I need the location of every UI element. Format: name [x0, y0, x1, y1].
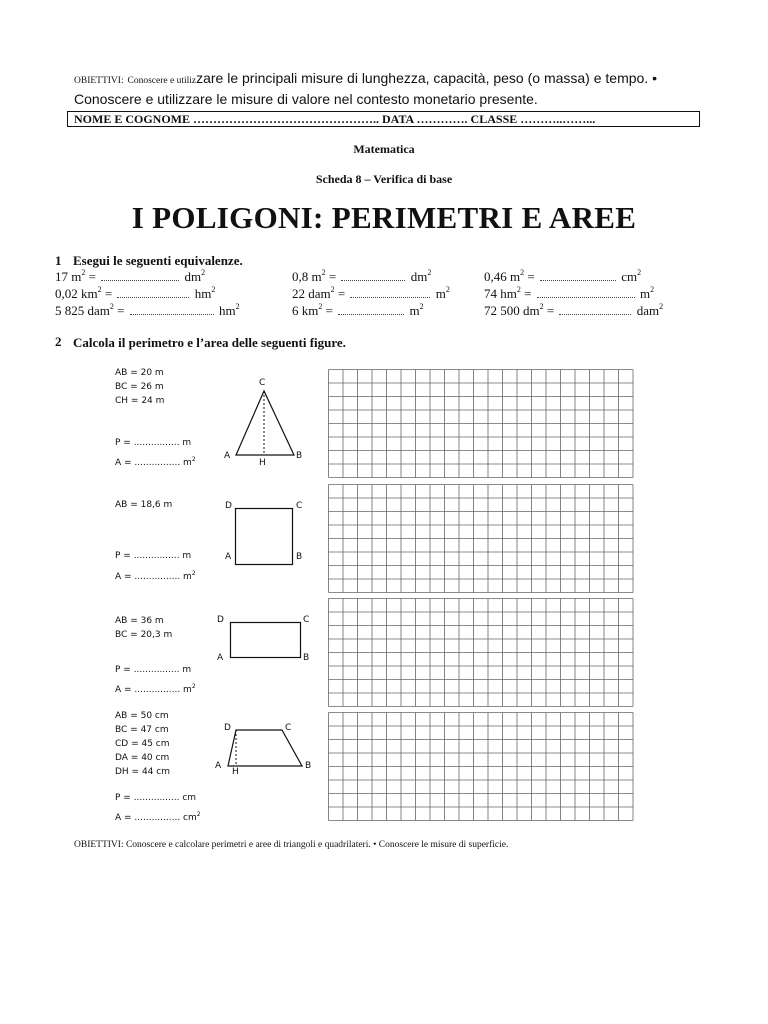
answer-blank[interactable] [117, 289, 189, 298]
answer-blank[interactable] [130, 306, 214, 315]
point-label: A [224, 451, 231, 461]
answer-blank[interactable] [341, 272, 405, 281]
point-label: D [217, 615, 224, 625]
answer-blank[interactable] [101, 272, 179, 281]
figure-4-area: A = ................ $cm^2$ [115, 811, 201, 823]
squared-grid-4[interactable] [328, 712, 634, 821]
point-label: C [285, 723, 292, 733]
question-2-text: Calcola il perimetro e l’area delle seguenti figure. [73, 335, 346, 350]
question-1-text: Esegui le seguenti equivalenze. [73, 253, 243, 268]
question-2-number: 2 [55, 334, 62, 349]
point-label: A [225, 552, 232, 562]
objectives-line-1: OBIETTIVI: Conoscere e utilizzare le principali misure di lunghezza, capacità, peso (o massa) e tempo. • [74, 70, 657, 86]
point-label: H [232, 767, 239, 777]
answer-blank[interactable] [338, 306, 404, 315]
equivalence-item[interactable]: 17 $m^2 = dm^2$ [55, 268, 206, 284]
squared-grid-3[interactable] [328, 598, 634, 707]
equivalence-item[interactable]: 0,46 $m^2 = cm^2$ [484, 268, 642, 284]
figure-4-data: AB = 50 cm BC = 47 cm CD = 45 cm DA = 40 cm DH = 44 cm [115, 711, 170, 777]
equivalence-item[interactable]: 22 $dam^2 = m^2$ [292, 285, 450, 301]
point-label: C [303, 615, 310, 625]
objectives-label: OBIETTIVI: [74, 76, 124, 86]
equivalence-item[interactable]: 6 $km^2 = m^2$ [292, 302, 424, 318]
equivalence-item[interactable]: 5 825 $dam^2 = hm^2$ [55, 302, 240, 318]
equivalence-item[interactable]: 0,02 $km^2 = hm^2$ [55, 285, 216, 301]
figure-2-area: A = ................ $m^2$ [115, 570, 196, 582]
point-label: C [296, 501, 303, 511]
point-label: B [296, 451, 303, 461]
squared-grid-2[interactable] [328, 484, 634, 593]
square-figure [235, 508, 295, 566]
figure-3-data: AB = 36 m BC = 20,3 m [115, 616, 173, 640]
figure-1-data: AB = 20 m BC = 26 m CH = 24 m [115, 368, 165, 406]
figure-2-data: AB = 18,6 m [115, 500, 173, 510]
squared-grid-1[interactable] [328, 369, 634, 478]
point-label: A [217, 653, 224, 663]
point-label: C [259, 378, 266, 388]
footer-objectives: OBIETTIVI: Conoscere e calcolare perimetri e aree di triangoli e quadrilateri. • Conoscere le misure di superficie. [74, 840, 509, 850]
point-label: D [225, 501, 232, 511]
figure-2-perimeter: P = ................ m [115, 551, 192, 561]
triangle-figure [230, 385, 303, 461]
point-label: B [296, 552, 303, 562]
question-1-number: 1 [55, 253, 62, 268]
equivalence-item[interactable]: 0,8 $m^2 = dm^2$ [292, 268, 432, 284]
equivalence-item[interactable]: 72 500 $dm^2 = dam^2$ [484, 302, 664, 318]
sheet-label: Scheda 8 – Verifica di base [315, 172, 453, 186]
figure-1-area: A = ................ $m^2$ [115, 456, 196, 468]
name-date-class-box: NOME E COGNOME ……………………………………….. DATA …………. CLASSE ………..……... [67, 111, 700, 127]
point-label: B [305, 761, 312, 771]
trapezoid-figure [226, 728, 306, 768]
point-label: D [224, 723, 231, 733]
answer-blank[interactable] [559, 306, 631, 315]
answer-blank[interactable] [540, 272, 616, 281]
subject-label: Matematica [353, 142, 415, 156]
figure-3-perimeter: P = ................ m [115, 665, 192, 675]
rectangle-figure [230, 622, 302, 659]
point-label: B [303, 653, 310, 663]
equivalence-item[interactable]: 74 $hm^2 = m^2$ [484, 285, 655, 301]
objectives-line-2: Conoscere e utilizzare le misure di valore nel contesto monetario presente. [74, 91, 538, 107]
figure-3-area: A = ................ $m^2$ [115, 683, 196, 695]
figure-1-perimeter: P = ................ m [115, 438, 192, 448]
answer-blank[interactable] [350, 289, 430, 298]
point-label: H [259, 458, 266, 468]
figure-4-perimeter: P = ................ cm [115, 793, 197, 803]
answer-blank[interactable] [537, 289, 635, 298]
point-label: A [215, 761, 222, 771]
page-title: I POLIGONI: PERIMETRI E AREE [131, 200, 637, 235]
